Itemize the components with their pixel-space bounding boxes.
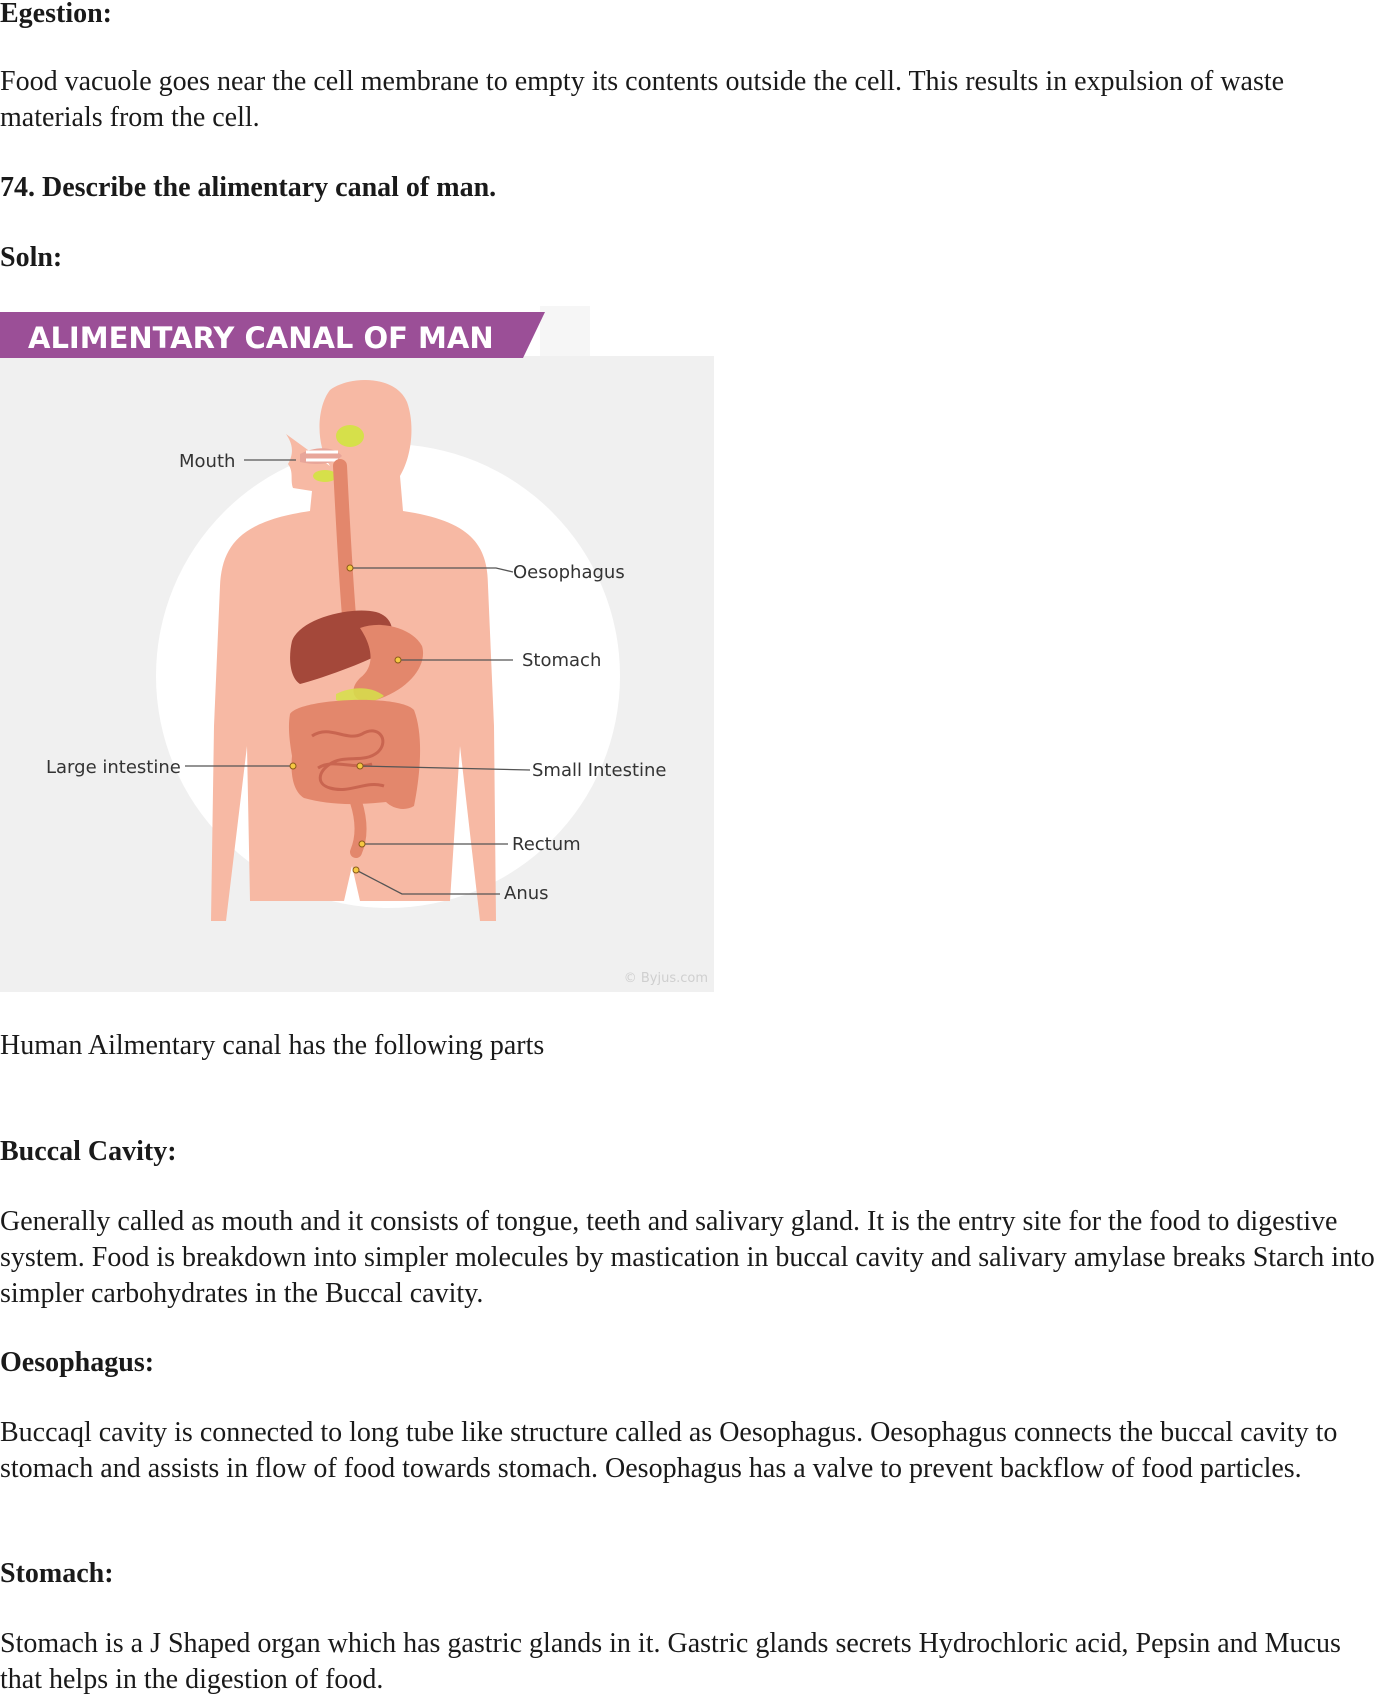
banner-title: ALIMENTARY CANAL OF MAN [28, 321, 494, 355]
buccal-text: Generally called as mouth and it consists of tongue, teeth and salivary gland. It is the entry site for the food to digestive system. Food is breakdown into simpler molecules by mastication in buccal cavity and salivary amylase breaks Starch into simpler carbohydrates in the Buccal cavity. [0, 1206, 1375, 1309]
label-small-intestine: Small Intestine [532, 760, 667, 781]
question-title: 74. Describe the alimentary canal of man. [0, 172, 497, 203]
stomach-text: Stomach is a J Shaped organ which has gastric glands in it. Gastric glands secrets Hydrochloric acid, Pepsin and Mucus that helps in the digestion of food. [0, 1628, 1341, 1695]
label-stomach: Stomach [522, 650, 602, 671]
oesophagus-tube [340, 466, 349, 616]
stomach-heading: Stomach: [0, 1558, 114, 1589]
label-oesophagus: Oesophagus [513, 562, 625, 583]
intro-text: Human Ailmentary canal has the following parts [0, 1030, 545, 1061]
egestion-text: Food vacuole goes near the cell membrane to empty its contents outside the cell. This results in expulsion of waste materials from the cell. [0, 66, 1285, 133]
label-mouth: Mouth [179, 451, 236, 472]
watermark: © Byjus.com [623, 971, 708, 986]
label-anus: Anus [504, 883, 549, 904]
oesophagus-heading: Oesophagus: [0, 1347, 155, 1378]
label-rectum: Rectum [512, 834, 581, 855]
alimentary-canal-figure [0, 306, 714, 992]
label-large-intestine: Large intestine [46, 757, 181, 778]
solution-label: Soln: [0, 242, 63, 273]
large-intestine-shape [289, 700, 420, 809]
oesophagus-text: Buccaql cavity is connected to long tube like structure called as Oesophagus. Oesophagus connects the buccal cavity to stomach and assists in flow of food towards stomach. Oesophagus has a valve to prevent backflow of food particles. [0, 1417, 1338, 1484]
banner-fade [540, 306, 590, 356]
buccal-heading: Buccal Cavity: [0, 1136, 177, 1167]
salivary-gland [336, 425, 364, 447]
egestion-heading: Egestion: [0, 0, 112, 29]
